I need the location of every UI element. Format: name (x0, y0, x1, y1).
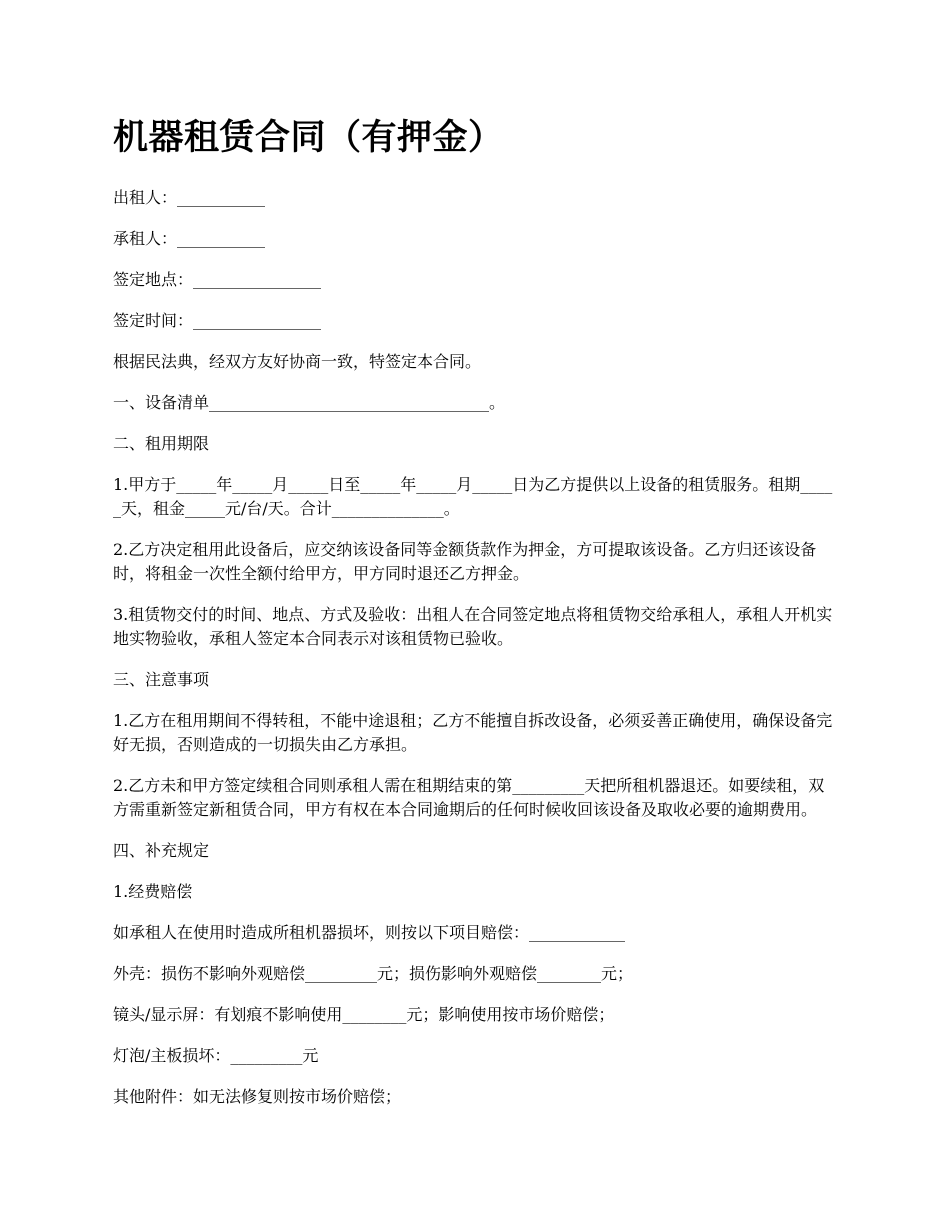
signing-place-field: 签定地点：________________ (113, 270, 322, 289)
preamble: 根据民法典，经双方友好协商一致，特签定本合同。 (113, 352, 482, 371)
clause-compensation-heading: 1.经费赔偿 (113, 882, 193, 901)
page-title: 机器租赁合同（有押金） (113, 117, 504, 158)
clause-compensation-bulb: 灯泡/主板损坏：_________元 (113, 1046, 319, 1065)
clause-delivery: 3.租赁物交付的时间、地点、方式及验收：出租人在合同签定地点将租赁物交给承租人，承租人开机实地实物验收，承租人签定本合同表示对该租赁物已验收。 (113, 605, 833, 648)
clause-no-sublease: 1.乙方在租用期间不得转租，不能中途退租；乙方不能擅自拆改设备，必须妥善正确使用，确保设备完好无损，否则造成的一切损失由乙方承担。 (113, 711, 833, 754)
clause-compensation-intro: 如承租人在使用时造成所租机器损坏，则按以下项目赔偿：____________ (113, 923, 626, 942)
lessee-field: 承租人：___________ (113, 229, 266, 248)
clause-compensation-lens: 镜头/显示屏：有划痕不影响使用________元；影响使用按市场价赔偿； (113, 1005, 615, 1024)
section-heading-notes: 三、注意事项 (113, 670, 210, 689)
clause-lease-period: 1.甲方于_____年_____月_____日至_____年_____月_____日为乙方提供以上设备的租赁服务。租期_____天，租金_____元/台/天。合计______________。 (113, 475, 833, 518)
clause-renewal: 2.乙方未和甲方签定续租合同则承租人需在租期结束的第_________天把所租机器退还。如要续租，双方需重新签定新租赁合同，甲方有权在本合同逾期后的任何时候收回该设备及取收必要的逾期费用。 (113, 776, 825, 819)
signing-time-field: 签定时间：________________ (113, 311, 322, 330)
section-heading-equipment-list: 一、设备清单___________________________________。 (113, 393, 506, 412)
clause-compensation-casing: 外壳：损伤不影响外观赔偿_________元；损伤影响外观赔偿________元； (113, 964, 634, 983)
section-heading-lease-term: 二、租用期限 (113, 434, 210, 453)
clause-deposit: 2.乙方决定租用此设备后，应交纳该设备同等金额货款作为押金，方可提取该设备。乙方归还该设备时，将租金一次性全额付给甲方，甲方同时退还乙方押金。 (113, 540, 817, 583)
section-heading-supplementary: 四、补充规定 (113, 841, 210, 860)
clause-compensation-accessories: 其他附件：如无法修复则按市场价赔偿； (113, 1087, 402, 1106)
lessor-field: 出租人：___________ (113, 188, 266, 207)
